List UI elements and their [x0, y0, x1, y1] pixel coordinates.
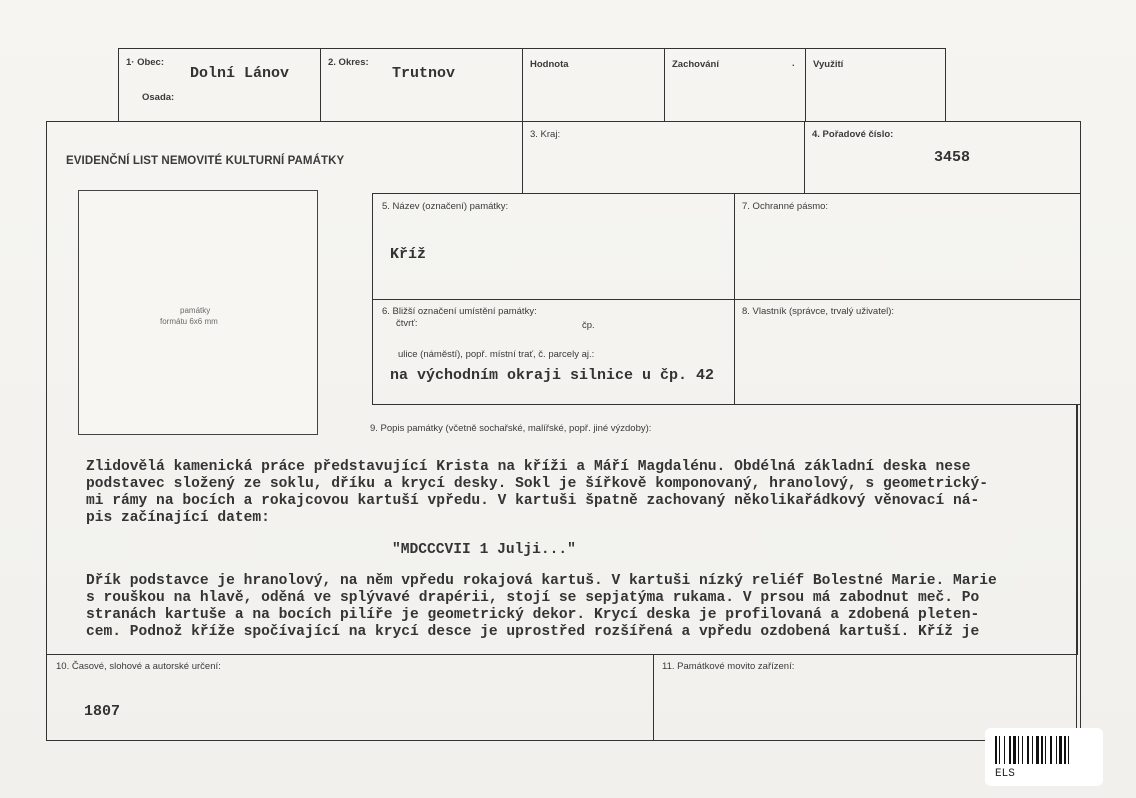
barcode-bar	[999, 736, 1000, 764]
barcode-text: ELS	[995, 768, 1015, 780]
casove-value: 1807	[84, 703, 121, 720]
poradove-value: 3458	[934, 149, 971, 166]
popis-line-1: Zlidovělá kamenická práce představující Krista na kříži a Máří Magdalénu. Obdélná základní deska nese	[86, 459, 971, 475]
vyuziti-label: Využití	[813, 59, 844, 70]
barcode-bar	[1068, 736, 1069, 764]
blizsi-label: 6. Bližší označení umístění památky:	[382, 306, 537, 317]
poradove-label: 4. Pořadové číslo:	[812, 129, 894, 140]
barcode-bar	[1050, 736, 1052, 764]
nazev-label: 5. Název (označení) památky:	[382, 201, 509, 212]
popis-line-2: podstavec složený ze soklu, dříku a krycí desky. Sokl je šířkově komponovaný, hranolový, s geometrický-	[86, 476, 989, 492]
barcode-bar	[1027, 736, 1029, 764]
barcode-bar	[1041, 736, 1043, 764]
popis-line-4: pis začínající datem:	[86, 510, 270, 526]
okres-label: 2. Okres:	[328, 57, 369, 68]
photo-caption-1: památky	[180, 306, 211, 315]
barcode-bar	[1059, 736, 1062, 764]
popis-line-5: Dřík podstavce je hranolový, na něm vpředu rokajová kartuš. V kartuši nízký reliéf Bolestné Marie. Marie	[86, 573, 997, 589]
kraj-label: 3. Kraj:	[530, 129, 561, 140]
form-title: EVIDENČNÍ LIST NEMOVITÉ KULTURNÍ PAMÁTKY	[66, 155, 345, 167]
popis-line-7: stranách kartuše a na bocích pilíře je geometrický dekor. Krycí deska je profilovaná a zdobená pleten-	[86, 607, 980, 623]
cp-label: čp.	[582, 320, 595, 331]
kraj-cell	[522, 121, 805, 194]
casove-label: 10. Časové, slohové a autorské určení:	[56, 661, 221, 672]
barcode	[995, 736, 1091, 764]
umisteni-value: na východním okraji silnice u čp. 42	[390, 367, 715, 384]
barcode-bar	[1022, 736, 1023, 764]
hodnota-label: Hodnota	[530, 59, 569, 70]
ochranne-label: 7. Ochranné pásmo:	[742, 201, 829, 212]
obec-label: 1· Obec:	[126, 57, 165, 68]
photo-caption-2: formátu 6x6 mm	[160, 317, 218, 326]
barcode-label	[985, 728, 1103, 786]
obec-value: Dolní Lánov	[190, 65, 290, 82]
barcode-bar	[1056, 736, 1057, 764]
barcode-bar	[1032, 736, 1033, 764]
barcode-bar	[1064, 736, 1066, 764]
zachovani-label: Zachování	[672, 59, 719, 70]
popis-line-3: mi rámy na bocích a rokajcovou kartuší vpředu. V kartuši špatně zachovaný několikařádkový věnovací ná-	[86, 493, 980, 509]
zachovani-dot: .	[792, 58, 795, 69]
popis-line-8: cem. Podnož kříže spočívající na krycí desce je uprostřed rozšířená a vpředu ozdobená kartuší. Kříž je	[86, 624, 980, 640]
inscription: "MDCCCVII 1 Julji..."	[392, 542, 576, 558]
popis-label: 9. Popis památky (včetně sochařské, malířské, popř. jiné výzdoby):	[370, 423, 652, 434]
ctvrt-label: čtvrť:	[396, 318, 418, 329]
popis-line-6: s rouškou na hlavě, oděná ve splývavé drapérii, stojí se sepjatýma rukama. V prsou má zabodnut meč. Po	[86, 590, 980, 606]
barcode-bar	[1036, 736, 1039, 764]
barcode-bar	[1013, 736, 1016, 764]
barcode-bar	[1045, 736, 1046, 764]
barcode-bar	[1009, 736, 1011, 764]
okres-value: Trutnov	[392, 65, 456, 82]
popis-right-border	[1076, 404, 1078, 655]
barcode-bar	[1018, 736, 1019, 764]
ulice-label: ulice (náměstí), popř. místní trať, č. parcely aj.:	[398, 349, 595, 360]
barcode-bar	[1004, 736, 1005, 764]
barcode-bar	[995, 736, 997, 764]
vlastnik-label: 8. Vlastník (správce, trvalý uživatel):	[742, 306, 895, 317]
movito-label: 11. Památkové movito zařízení:	[662, 661, 795, 672]
osada-label: Osada:	[142, 92, 175, 103]
nazev-value: Kříž	[390, 246, 427, 263]
